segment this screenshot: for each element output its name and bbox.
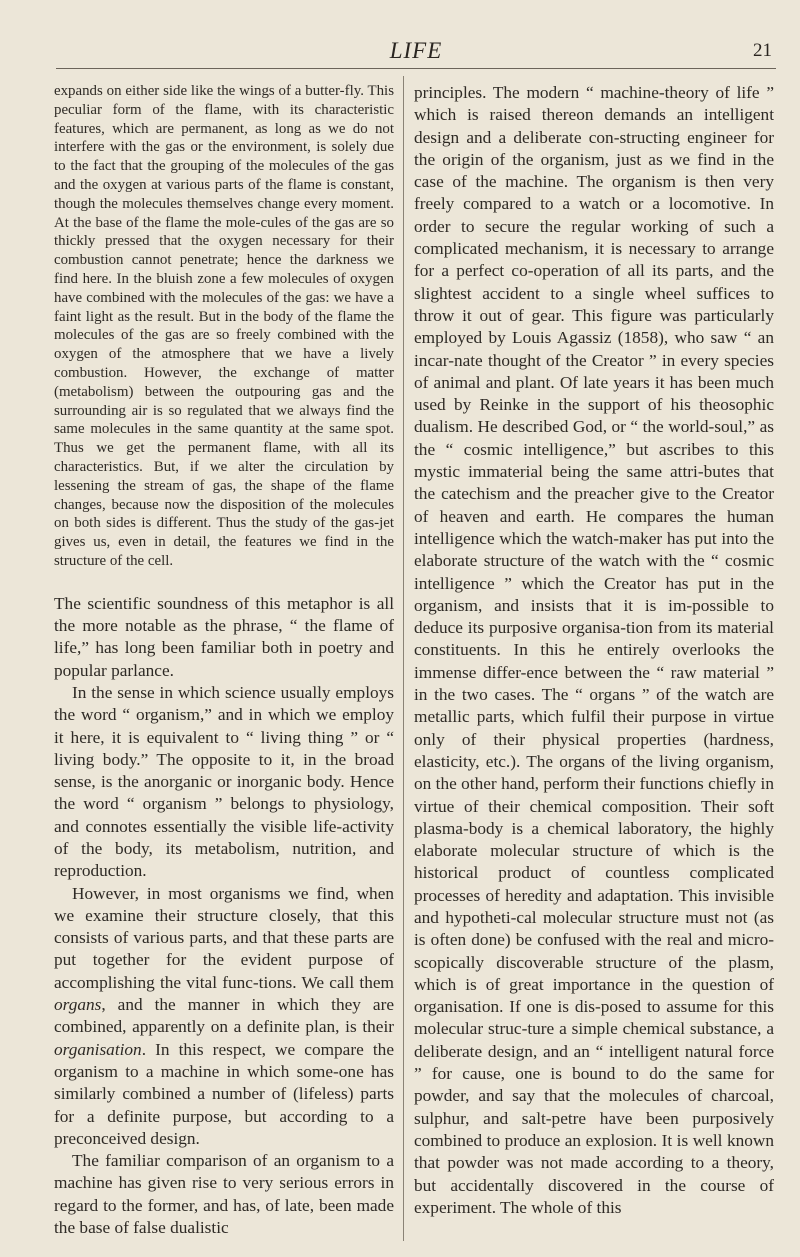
text-run: . In this respect, we compare the organism to a machine in which some-one has similarly combined a number of (lifeless) parts for a definite purpose, but according to a preconceived design.	[54, 1039, 394, 1148]
emphasis-organs: organs	[54, 995, 102, 1015]
page-number: 21	[753, 40, 772, 61]
paragraph: expands on either side like the wings of a butter-fly. This peculiar form of the flame, with its characteristic features, which are permanent, as long as we do not interfere with the gas or the environment, is solely due to the fact that the grouping of the molecules of the gas and the oxygen at various parts of the flame is constant, though the molecules themselves change every moment. At the base of the flame the mole-cules of the gas are so thickly pressed that the oxygen necessary for their combustion cannot penetrate; hence the darkness we find here. In the bluish zone a few molecules of oxygen have combined with the molecules of the gas: we have a faint light as the result. But in the body of the flame the molecules of the gas are so freely combined with the oxygen of the atmosphere that we have a lively combustion. However, the exchange of matter (metabolism) between the outpouring gas and the surrounding air is so regulated that we always find the same molecules in the same quantity at the same spot. Thus we get the permanent flame, with all its characteristics. But, if we alter the circulation by lessening the stream of gas, the shape of the flame changes, because now the disposition of the molecules on both sides is different. Thus the study of the gas-jet gives us, even in detail, the features we find in the structure of the cell.	[54, 83, 394, 569]
emphasis-organisation: organisation	[54, 1039, 142, 1059]
right-column	[414, 82, 774, 1219]
paragraph	[54, 883, 394, 1151]
text-run: , and the manner in which they are combined, apparently on a definite plan, is their	[54, 995, 394, 1037]
paragraph: The familiar comparison of an organism to a machine has given rise to very serious errors in regard to the former, and has, of late, been made the base of false dualistic	[54, 1151, 394, 1238]
paragraph: The scientific soundness of this metaphor is all the more notable as the phrase, “ the flame of life,” has long been familiar both in poetry and popular parlance.	[54, 593, 394, 680]
paragraph: principles. The modern “ machine-theory of life ” which is raised thereon demands an intelligent design and a deliberate con-structing engineer for the origin of the organism, just as we find in the case of the machine. The organism is then very freely compared to a watch or a locomotive. In order to secure the regular working of such a complicated mechanism, it is necessary to arrange for a perfect co-operation of all its parts, and the slightest accident to a single wheel suffices to throw it out of gear. This figure was particularly employed by Louis Agassiz (1858), who saw “ an incar-nate thought of the Creator ” in every species of animal and plant. Of late years it has been much used by Reinke in the support of his theosophic dualism. He described God, or “ the world-soul,” as the “ cosmic intelligence,” but ascribes to this mystic immaterial being the same attri-butes that the catechism and the preacher give to the Creator of heaven and earth. He compares the human intelligence which the watch-maker has put into the elaborate structure of the watch with the “ cosmic intelligence ” which the Creator has put in the organism, and insists that it is im-possible to deduce its purposive organisa-tion from its material constituents. In this he entirely overlooks the immense differ-ence between the “ raw material ” in the two cases. The “ organs ” of the watch are metallic parts, which fulfil their purpose in virtue only of their physical properties (hardness, elasticity, etc.). The organs of the living organism, on the other hand, perform their functions chiefly in virtue of their chemical composition. Their soft plasma-body is a chemical laboratory, the highly elaborate molecular structure of which is the historical product of countless complicated processes of heredity and adaptation. This invisible and hypotheti-cal molecular structure must not (as is often done) be confused with the real and micro-scopically discoverable structure of the plasm, which is of great importance in the question of organisation. If one is dis-posed to assume for this molecular struc-ture a simple chemical substance, a deliberate design, and an “ intelligent natural force ” for cause, one is bound to do the same for powder, and say that the molecules of charcoal, sulphur, and salt-petre have been purposively combined to produce an explosion. It is well known that powder was not made according to a theory, but accidentally discovered in the course of experiment. The whole of this	[414, 83, 774, 1217]
column-divider	[403, 76, 404, 1241]
running-title: LIFE	[389, 38, 443, 63]
page-header	[56, 34, 776, 69]
left-column	[54, 82, 394, 1239]
text-run: However, in most organisms we find, when we examine their structure closely, that this consists of various parts, and that these parts are put together for the evident purpose of accomplishing the vital func-tions. We call them	[54, 883, 394, 992]
paragraph: In the sense in which science usually employs the word “ organism,” and in which we employ it here, it is equivalent to “ living thing ” or “ living body.” The opposite to it, in the broad sense, is the anorganic or inorganic body. Hence the word “ organism ” belongs to physiology, and connotes essentially the visible life-activity of the body, its metabolism, nutrition, and reproduction.	[54, 682, 394, 881]
